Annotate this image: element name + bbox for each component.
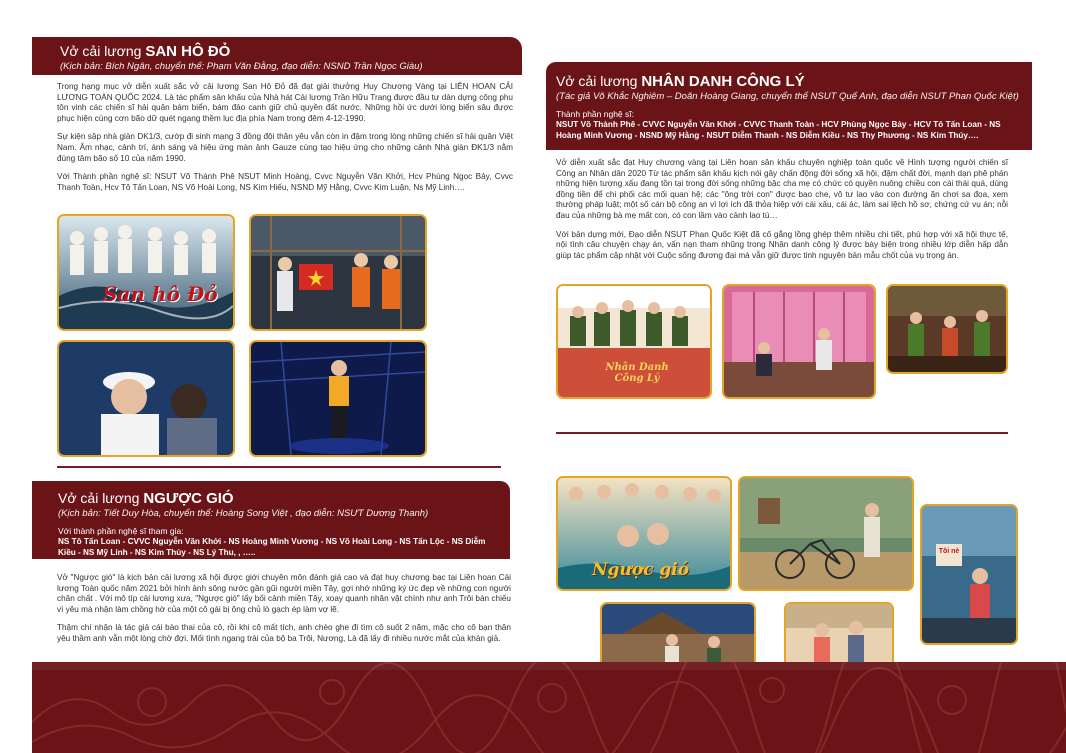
san-ho-do-banner [32, 37, 522, 75]
nguoc-gio-cast: NS Tô Tấn Loan - CVVC Nguyễn Văn Khởi - NS Hoàng Minh Vương - NS Võ Hoài Long - NS Tấn Lộc - NS Diễm Kiều - NS Mỹ Linh - NS Kim Thủy - NS Lý Thu, , ….. [58, 537, 486, 557]
sailor-embrace-photo [57, 340, 235, 457]
police-scene-photo [886, 284, 1008, 374]
san-ho-do-poster-photo [57, 214, 235, 331]
san-ho-do-body [57, 82, 513, 201]
nhan-danh-banner [546, 62, 1032, 150]
san-ho-do-title: Vở cải lương SAN HÔ ĐỎ [60, 43, 231, 60]
nhan-danh-body [556, 158, 1008, 269]
nguoc-gio-banner [32, 481, 510, 559]
right-divider [556, 432, 1008, 434]
flag-scene-photo [249, 214, 427, 331]
paragraph: Sự kiện sập nhà giàn DK1/3, cướp đi sinh mạng 3 đồng đội thân yêu vẫn còn in đậm trong lòng những chiến sĩ hải quân Việt Nam. Âm nhạc, cảnh trí, ánh sáng và hiệu ứng màn ảnh Gauze cùng tạo hiệu ứng cho những cảnh Nhà giàn ĐK1/3 nằm đúng tâm bão số 10 của năm 1990. [57, 132, 513, 163]
nhan-danh-poster-photo [556, 284, 712, 399]
sign-scene-photo [920, 504, 1018, 645]
bicycle-scene-photo [738, 476, 914, 591]
paragraph: Vở "Ngược gió" là kịch bản cải lương xã hội được giới chuyên môn đánh giá cao và đạt huy chương bạc tại Liên hoan Cải lương Toàn quốc năm 2021 bởi hình ảnh sông nước gần gũi người miền Tây, gợi nhớ những ký ức đẹp về những con người chân chất . Với mô típ cải lương xưa, "Ngược gió" lấy bối cảnh miền Tây, xoay quanh nhân vật chính như anh Trôi bán chiếu vì yêu mà nhận làm chồng hờ của một cô gái bị ông chủ lò gạch ép làm vợ lẽ. [57, 573, 511, 614]
nhan-danh-cast: NSUT Võ Thành Phê - CVVC Nguyễn Văn Khởi - CVVC Thanh Toàn - HCV Phùng Ngọc Bảy - HCV Tô Tấn Loan - NS Hoàng Minh Vương - NSND Mỹ Hằng - NSƯT Diễm Thanh - NS Diễm Kiều - NS Thy Phương - NS Kim Thúy…. [556, 120, 1001, 140]
paragraph: Vở diễn xuất sắc đạt Huy chương vàng tại Liên hoan sân khấu chuyên nghiệp toàn quốc về Hình tượng người chiến sĩ Công an Nhân dân 2020 Từ tác phẩm sân khấu kịch nói gây chấn động đời sống xã hội, đậm chất đời, mạnh dạn phê phán những hiện tượng xấu đang tồn tại trong đời sống những bậc cha mẹ có chức có quyền nuông chiều con cái thái quá, dùng đồng tiền để chi phối các mối quan hệ; các "ông trời con" được bao che, vô tư lao vào con đường ăn chơi sa đọa, xem thường pháp luật; một số cán bộ công an vì lợi ích đã thỏa hiệp với cái xấu, cái ác, làm sai lệch hồ sơ, chứng cứ vụ án; nỗi đau của những bà mẹ mất con, có con lầm vào cảnh lao tù… [556, 158, 1008, 220]
nguoc-gio-poster-photo [556, 476, 732, 591]
stage-singer-photo [249, 340, 427, 457]
nhan-danh-title: Vở cải lương NHÂN DANH CÔNG LÝ [556, 73, 805, 90]
paragraph: Với Thành phần nghệ sĩ: NSUT Võ Thành Phê NSUT Minh Hoàng, Cvvc Nguyễn Văn Khởi, Hcv Phùng Ngọc Bảy, Cvvc Thanh Toàn, Hcv Tô Tấn Loan, NS Võ Hoài Long, NS Kim Hiếu, NSND Mỹ Hằng, Cvvc Kim Luận, Ns Mỹ Linh…. [57, 172, 513, 192]
san-ho-do-subtitle: (Kịch bản: Bích Ngân, chuyển thể: Phạm Văn Đằng, đạo diễn: NSND Trần Ngọc Giàu) [60, 61, 423, 72]
footer-pattern [32, 662, 1066, 753]
poster-title: San hô Đỏ [103, 282, 218, 306]
poster-title: Ngược gió [592, 560, 690, 580]
nhan-danh-cast-label: Thành phần nghệ sĩ: [556, 109, 634, 119]
paragraph: Thậm chí nhận là tác giả cái bào thai của cô, rồi khi cô mất tích, anh chèo ghe đi tìm cô suốt 2 năm, mặc cho cô bạn thân yêu thầm anh vẫn một lòng chờ đợi. Mối tình ngang trái của bộ ba Trôi, Nương, Là đã lấy đi nhiều nước mắt của khán giả. [57, 623, 511, 643]
paragraph: Với bản dựng mới, Đạo diễn NSUT Phan Quốc Kiệt đã cố gắng lồng ghép thêm nhiều chi tiết, phù hợp với xã hội thực tế, nội tình câu chuyện chạy án, vấn nạn tham nhũng trong Nhân danh công lý được bày biện trong nhiều lớp diễn hấp dẫn giúp tác phẩm cập nhật với Cuộc sống đương đại mà vẫn giữ được tinh nguyên bản mẫu chốt của vụ trọng án. [556, 229, 1008, 260]
nhan-danh-subtitle: (Tác giả Võ Khắc Nghiêm – Doãn Hoàng Giang, chuyển thể NSUT Quế Anh, đạo diễn NSUT Phan Quốc Kiệt) [556, 91, 1019, 102]
paragraph: Trong hạng mục vở diễn xuất sắc vở cải lương San Hô Đỏ đã đạt giải thưởng Huy Chương Vàng tại LIÊN HOAN CẢI LƯƠNG TOÀN QUỐC 2024. Là tác phẩm sân khấu của Nhà hát Cải lương Trần Hữu Trang được đầu tư dàn dựng công phu tôn vinh các chiến sĩ hải quân bám biển, bám đảo canh giữ chủ quyền đất nước. Những hồi ức dưới lòng biển sâu được phục hiện cùng cơn bão dữ quét ngang thềm lục địa phía Nam trong đêm 4-12-1990. [57, 82, 513, 123]
left-divider [57, 466, 501, 468]
sign-text: Tôi nè [938, 548, 960, 555]
courtroom-scene-photo [722, 284, 876, 399]
nguoc-gio-title: Vở cải lương NGƯỢC GIÓ [58, 490, 234, 507]
poster-title: Nhân Danh Công Lý [605, 362, 669, 384]
nguoc-gio-subtitle: (Kịch bản: Tiết Duy Hòa, chuyển thể: Hoàng Song Việt , đạo diễn: NSƯT Dương Thanh) [58, 508, 429, 519]
nguoc-gio-body [57, 573, 511, 653]
nguoc-gio-cast-label: Với thành phần nghệ sĩ tham gia: [58, 526, 184, 536]
